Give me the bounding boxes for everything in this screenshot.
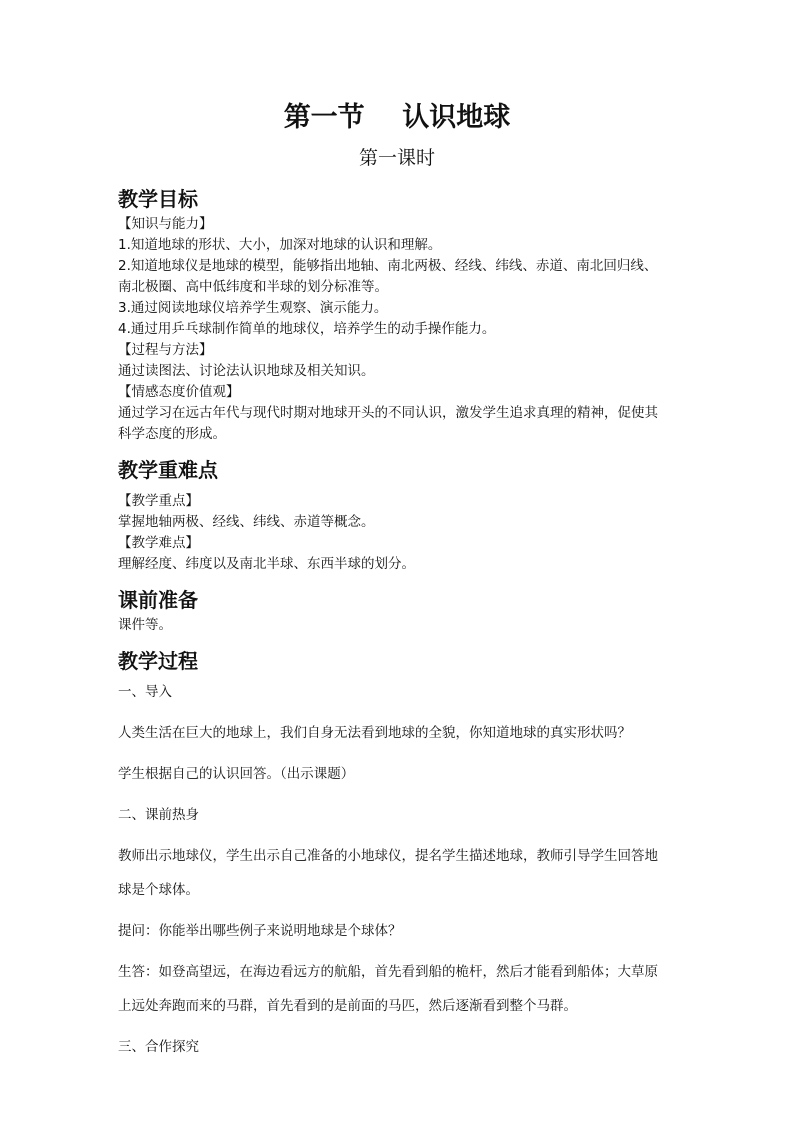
process-method-label: 【过程与方法】 bbox=[118, 342, 213, 358]
goal-item: 1.知道地球的形状、大小，加深对地球的认识和理解。 bbox=[118, 237, 442, 253]
paragraph: 学生根据自己的认识回答。（出示课题） bbox=[118, 766, 355, 782]
process-method-text: 通过读图法、讨论法认识地球及相关知识。 bbox=[118, 363, 375, 379]
paragraph-line: 教师出示地球仪，学生出示自己准备的小地球仪，提名学生描述地球，教师引导学生回答地 bbox=[118, 848, 658, 864]
section-warmup: 二、课前热身 bbox=[118, 807, 199, 823]
page-subtitle: 第一课时 bbox=[358, 147, 435, 169]
page-title: 第一节 认识地球 bbox=[283, 102, 511, 133]
process-heading: 教学过程 bbox=[118, 649, 198, 673]
focus-text: 掌握地轴两极、经线、纬线、赤道等概念。 bbox=[118, 514, 375, 530]
section-intro: 一、导入 bbox=[118, 684, 172, 700]
paragraph: 人类生活在巨大的地球上，我们自身无法看到地球的全貌，你知道地球的真实形状吗？ bbox=[118, 725, 631, 741]
knowledge-label: 【知识与能力】 bbox=[118, 216, 213, 232]
keypoints-heading: 教学重难点 bbox=[118, 458, 218, 482]
goal-item: 4.通过用乒乓球制作简单的地球仪，培养学生的动手操作能力。 bbox=[118, 321, 496, 337]
prep-heading: 课前准备 bbox=[118, 588, 198, 612]
section-explore: 三、合作探究 bbox=[118, 1039, 199, 1055]
document-body bbox=[118, 184, 688, 1058]
goal-item: 3.通过阅读地球仪培养学生观察、演示能力。 bbox=[118, 300, 388, 316]
paragraph-line: 球是个球体。 bbox=[118, 882, 199, 898]
difficulty-text: 理解经度、纬度以及南北半球、东西半球的划分。 bbox=[118, 556, 415, 572]
paragraph: 提问：你能举出哪些例子来说明地球是个球体？ bbox=[118, 923, 402, 939]
focus-label: 【教学重点】 bbox=[118, 493, 199, 509]
attitude-text-line: 通过学习在远古年代与现代时期对地球开头的不同认识，激发学生追求真理的精神，促使其 bbox=[118, 405, 658, 421]
prep-text: 课件等。 bbox=[118, 617, 172, 633]
paragraph-line: 生答：如登高望远，在海边看远方的航船，首先看到船的桅杆，然后才能看到船体；大草原 bbox=[118, 964, 658, 980]
attitude-text-line: 科学态度的形成。 bbox=[118, 426, 226, 442]
goal-item: 2.知道地球仪是地球的模型，能够指出地轴、南北两极、经线、纬线、赤道、南北回归线、 bbox=[118, 258, 658, 274]
paragraph-line: 上远处奔跑而来的马群，首先看到的是前面的马匹，然后逐渐看到整个马群。 bbox=[118, 998, 577, 1014]
goals-heading: 教学目标 bbox=[118, 187, 198, 211]
difficulty-label: 【教学难点】 bbox=[118, 535, 199, 551]
attitude-label: 【情感态度价值观】 bbox=[118, 384, 240, 400]
goal-item: 南北极圈、高中低纬度和半球的划分标准等。 bbox=[118, 279, 388, 295]
